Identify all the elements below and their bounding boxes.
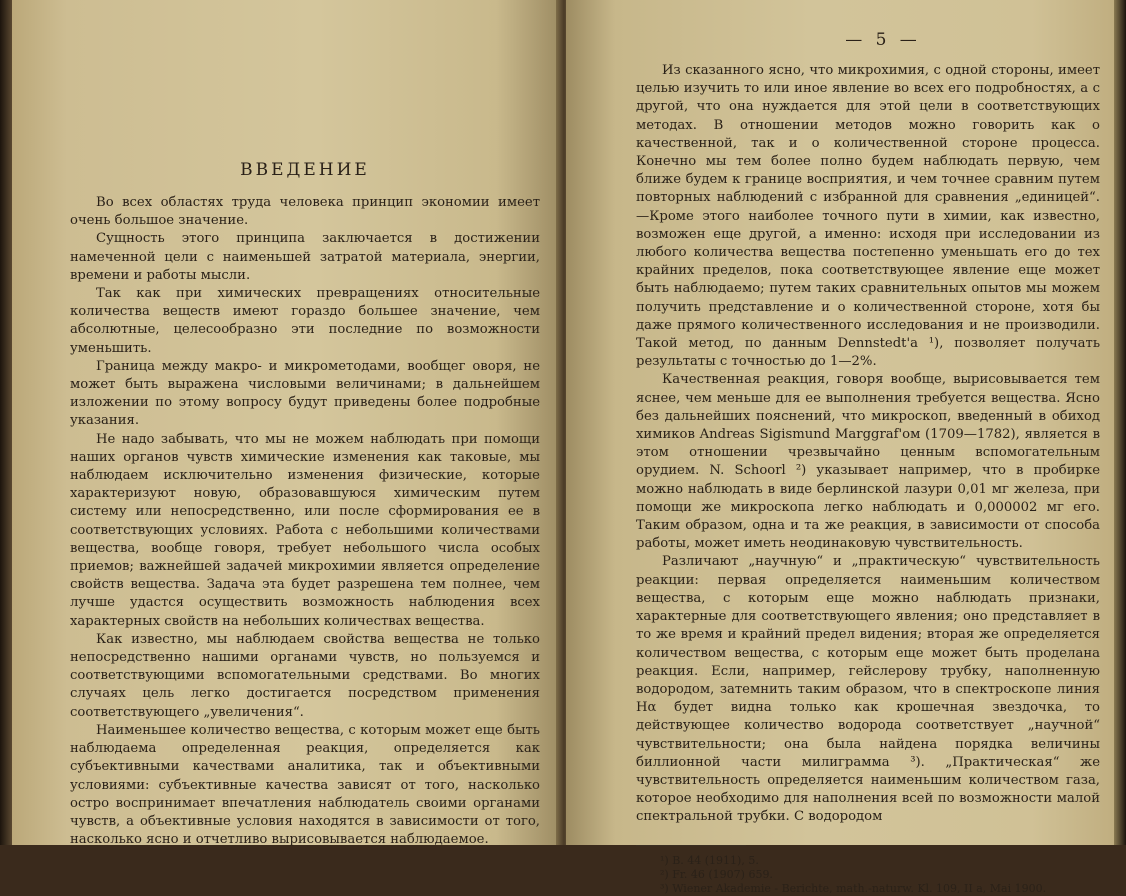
left-paragraph: Не надо забывать, что мы не можем наблюдать при помощи наших органов чувств химические изменения как таковые, мы наблюдаем исключительно изменения физические, которые характеризуют новую, образовавшуюся химическим путем систему или непосредственно, или после сформирования ее в соответствующих условиях. Работа с небольшими количествами вещества, вообще говоря, требует небольшого числа особых приемов; важнейшей задачей микрохимии является определение свойств вещества. Задача эта будет разрешена тем полнее, чем лучше удастся осуществить возможность наблюдения всех характерных свойств на небольших количествах вещества.: [70, 431, 540, 629]
footnote: ³) Wiener Akademie - Berichte, math.-naturw. Kl. 109, II a, Mai 1900.: [660, 881, 1047, 895]
chapter-heading: ВВЕДЕНИЕ: [240, 160, 370, 180]
book-edge-left: [0, 0, 12, 845]
left-paragraph: Наименьшее количество вещества, с которым может еще быть наблюдаема определенная реакция, определяется как субъективными качествами аналитика, так и объективными условиями: субъективные качества зависят от того, насколько остро воспринимает впечатления наблюдатель своими органами чувств, а объективные условия находятся в зависимости от того, насколько ясно и отчетливо вырисовывается наблюдаемое.: [70, 722, 540, 848]
left-paragraph: Сущность этого принципа заключается в достижении намеченной цели с наименьшей затратой материала, энергии, времени и работы мысли.: [70, 231, 540, 283]
book-edge-right: [1114, 0, 1126, 845]
left-paragraph: Как известно, мы наблюдаем свойства вещества не только непосредственно нашими органами чувств, но пользуемся и соответствующими вспомогательными средствами. Во многих случаях цель легко достигается посредством применения соответствующего „увеличения“.: [70, 631, 540, 720]
right-paragraph: Из сказанного ясно, что микрохимия, с одной стороны, имеет целью изучить то или иное явление во всех его подробностях, а с другой, что она нуждается для этой цели в соответствующих методах. В отношении методов можно говорить как о качественной, так и о количественной стороне процесса. Конечно мы тем более полно будем наблюдать первую, чем ближе будем к границе восприятия, и чем точнее сравним путем повторных наблюдений с избранной для сравнения „единицей“.—Кроме этого наиболее точного пути в химии, как известно, возможен еще другой, а именно: исходя при исследовании из любого количества вещества постепенно уменьшать его до тех крайних пределов, пока соответствующее явление еще может быть наблюдаемо; путем таких сравнительных опытов мы можем получить представление и о количественной стороне, хотя бы даже прямого количественного исследования и не производили. Такой метод, по данным Dennstedt'a ¹), позволяет получать результаты с точностью до 1—2%.: [636, 63, 1100, 370]
left-page: [12, 0, 562, 848]
page-number: — 5 —: [845, 30, 921, 50]
right-paragraph: Различают „научную“ и „практическую“ чувствительность реакции: первая определяется наименьшим количеством вещества, с которым еще можно наблюдать признаки, характерные для соответствующего явления; оно представляет в то же время и крайний предел видения; вторая же определяется количеством вещества, с которым еще может быть проделана реакция. Если, например, гейслерову трубку, наполненную водородом, затемнить таким образом, что в спектроскопе линия Hα будет видна только как крошечная звездочка, то действующее количество водорода соответствует „научной“ чувствительности; она была найдена порядка величины биллионной части милиграмма ³). „Практическая“ же чувствительность определяется наименьшим количеством газа, которое необходимо для наполнения всей по возможности малой спектральной трубки. С водородом: [636, 554, 1100, 825]
right-paragraph: Качественная реакция, говоря вообще, вырисовывается тем яснее, чем меньше для ее выполнения требуется вещества. Ясно без дальнейших пояснений, что микроскоп, введенный в обиход химиков Andreas Sigismund Marggraf'ом (1709—1782), является в этом отношении чрезвычайно ценным вспомогательным орудием. N. Schoorl ²) указывает например, что в пробирке можно наблюдать в виде берлинской лазури 0,01 мг железа, при помощи же микроскопа легко наблюдать и 0,000002 мг его. Таким образом, одна и та же реакция, в зависимости от способа работы, может иметь неодинаковую чувствительность.: [636, 372, 1100, 552]
footnotes: [636, 854, 1100, 896]
footnote: ²) Fr. 46 (1907) 659.: [660, 867, 773, 881]
left-paragraph: Во всех областях труда человека принцип экономии имеет очень большое значение.: [70, 195, 540, 229]
right-page: [566, 0, 1114, 895]
footnote: ¹) B. 44 (1911), 5.: [660, 853, 759, 867]
left-paragraph: Так как при химических превращениях относительные количества веществ имеют гораздо большее значение, чем абсолютные, целесообразно эти последние по возможности уменьшить.: [70, 286, 540, 356]
left-paragraph: Граница между макро- и микрометодами, вообщег оворя, не может быть выражена числовыми величинами; в дальнейшем изложении по этому вопросу будут приведены более подробные указания.: [70, 358, 540, 429]
